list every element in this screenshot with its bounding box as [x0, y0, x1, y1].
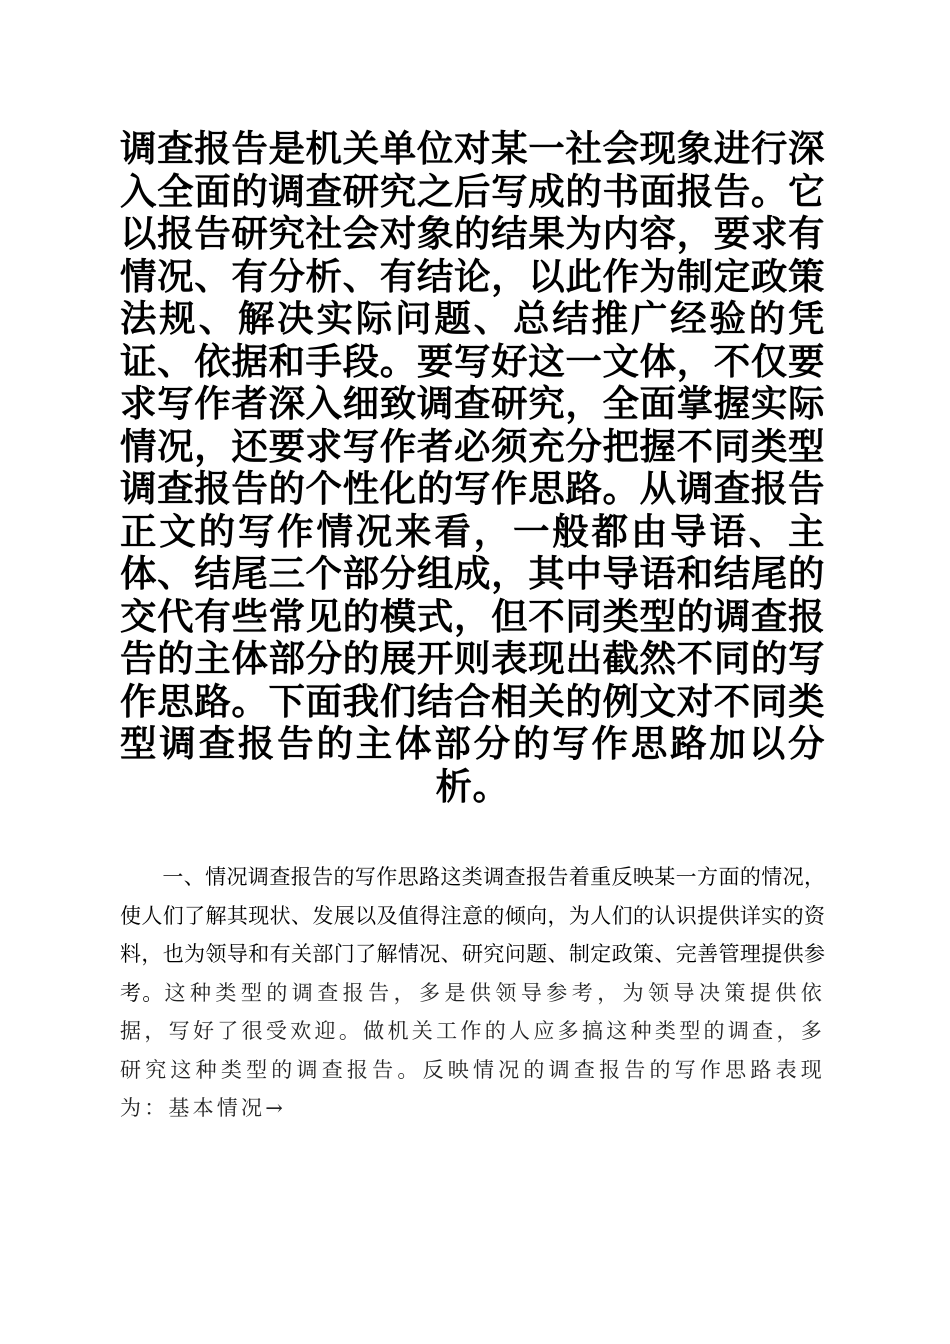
- intro-heading-paragraph: 调查报告是机关单位对某一社会现象进行深入全面的调查研究之后写成的书面报告。它以报告研究社会对象的结果为内容，要求有情况、有分析、有结论，以此作为制定政策法规、解决实际问题、总结推广经验的凭证、依据和手段。要写好这一文体，不仅要求写作者深入细致调查研究，全面掌握实际情况，还要求写作者必须充分把握不同类型调查报告的个性化的写作思路。从调查报告正文的写作情况来看，一般都由导语、主体、结尾三个部分组成，其中导语和结尾的交代有些常见的模式，但不同类型的调查报告的主体部分的展开则表现出截然不同的写作思路。下面我们结合相关的例文对不同类型调查报告的主体部分的写作思路加以分析。: [120, 127, 825, 808]
- section-one-text-part1: 一、情况调查报告的写作思路这类调查报告着重反映某一方面的情况，使人们了解其现状、发展以及值得注意的倾向，为人们的认识提供详实的资料，也为领导和有关部门了解情况、研究问题、制定政策、完善管理提供参考。: [120, 865, 825, 1005]
- section-one-paragraph: [120, 858, 825, 1128]
- section-one-text-part2: 这种类型的调查报告，多是供领导参考，为领导决策提供依据，写好了很受欢迎。做机关工作的人应多搞这种类型的调查，多研究这种类型的调查报告。反映情况的调查报告的写作思路表现为：基本情况→: [120, 980, 826, 1120]
